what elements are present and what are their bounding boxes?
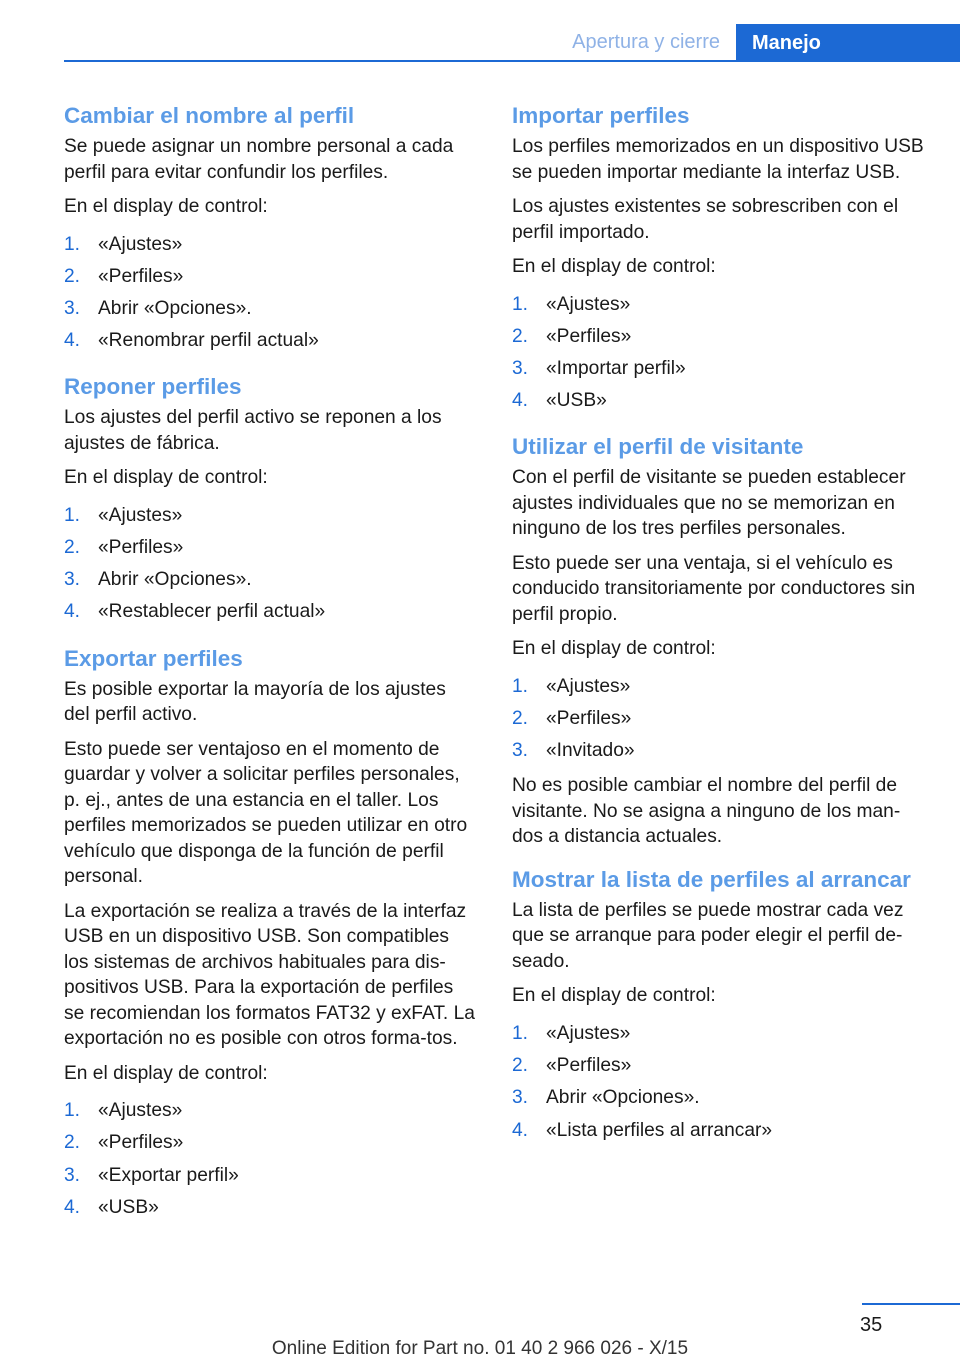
step-number: 3. — [512, 1087, 529, 1109]
step-text: «USB» — [546, 390, 607, 412]
steps-list — [512, 671, 924, 768]
step-item — [512, 703, 924, 735]
step-item — [512, 321, 924, 353]
step-number: 2. — [512, 325, 529, 347]
step-text: «Perfiles» — [546, 708, 632, 730]
step-item — [512, 1115, 924, 1147]
step-text: «Ajustes» — [98, 504, 183, 526]
step-item — [512, 385, 924, 417]
section — [64, 643, 476, 1224]
paragraph: La exportación se realiza a través de la interfaz USB en un dispositivo USB. Son compatibles los sistemas de archivos habituales para dis‐positivos USB. Para la exportación de perfiles se recomiendan los formatos FAT32 y exFAT. La exportación no es posible con otros forma‐tos. — [64, 900, 475, 1050]
step-text: «Invitado» — [546, 740, 635, 762]
step-text: «Importar perfil» — [546, 357, 686, 379]
right-column — [512, 100, 924, 1161]
section-title: Cambiar el nombre al perfil — [64, 103, 355, 128]
paragraph: Los ajustes existentes se sobrescriben con el perfil importado. — [512, 196, 899, 243]
step-item — [64, 1160, 476, 1192]
step-text: «Lista perfiles al arrancar» — [546, 1119, 773, 1141]
footer-rule — [862, 1303, 960, 1305]
step-number: 1. — [512, 1022, 529, 1044]
section-title: Utilizar el perfil de visitante — [512, 434, 804, 460]
step-text: Abrir «Opciones». — [98, 297, 252, 319]
step-text: «Ajustes» — [546, 675, 631, 697]
paragraph: En el display de control: — [64, 467, 268, 489]
step-item — [64, 564, 476, 596]
step-text: «USB» — [98, 1196, 159, 1218]
steps-list — [64, 229, 476, 358]
edition-footer: Online Edition for Part no. 01 40 2 966 026 - X/15 — [271, 1338, 689, 1359]
step-number: 1. — [64, 504, 81, 526]
step-text: «Perfiles» — [546, 1055, 632, 1077]
step-item — [512, 1050, 924, 1082]
step-number: 2. — [64, 537, 81, 559]
step-number: 4. — [64, 330, 81, 352]
step-number: 4. — [64, 1196, 81, 1218]
page-number: 35 — [860, 1314, 883, 1336]
step-text: Abrir «Opciones». — [546, 1087, 700, 1109]
paragraph: Esto puede ser una ventaja, si el vehículo es conducido transitoriamente por conductores sin perfil propio. — [512, 552, 916, 625]
step-text: «Ajustes» — [98, 1100, 183, 1122]
step-item — [64, 1127, 476, 1159]
step-text: «Exportar perfil» — [98, 1164, 239, 1186]
paragraph: Se puede asignar un nombre personal a cada perfil para evitar confundir los perfiles. — [64, 136, 454, 183]
step-number: 1. — [512, 675, 529, 697]
step-number: 2. — [512, 1055, 529, 1077]
step-item — [64, 261, 476, 293]
step-item — [512, 735, 924, 767]
step-text: «Ajustes» — [546, 1022, 631, 1044]
step-number: 3. — [512, 740, 529, 762]
step-number: 3. — [64, 569, 81, 591]
page-header — [0, 0, 960, 62]
step-item — [512, 1082, 924, 1114]
step-item — [64, 325, 476, 357]
step-item — [64, 1095, 476, 1127]
step-text: «Ajustes» — [546, 293, 631, 315]
step-item — [512, 671, 924, 703]
step-number: 1. — [512, 293, 529, 315]
paragraph: Los perfiles memorizados en un dispositivo USB se pueden importar mediante la interfaz USB. — [512, 136, 924, 183]
section-title: Mostrar la lista de perfiles al arrancar — [512, 866, 911, 892]
steps-list — [512, 289, 924, 418]
paragraph: En el display de control: — [512, 985, 716, 1007]
left-column — [64, 100, 476, 1238]
step-text: «Perfiles» — [98, 265, 184, 287]
paragraph: En el display de control: — [64, 196, 268, 217]
section-title: Reponer perfiles — [64, 374, 242, 400]
paragraph: En el display de control: — [512, 256, 716, 277]
step-item — [512, 289, 924, 321]
paragraph: Es posible exportar la mayoría de los ajustes del perfil activo. — [64, 678, 446, 726]
section — [64, 100, 476, 357]
tab-manejo[interactable]: Manejo — [736, 24, 960, 62]
steps-list — [64, 500, 476, 629]
paragraph: La lista de perfiles se puede mostrar cada vez que se arranque para poder elegir el perfil de‐seado. — [512, 899, 904, 972]
step-item — [64, 293, 476, 325]
section — [512, 100, 924, 417]
tab-apertura-y-cierre[interactable]: Apertura y cierre — [572, 31, 720, 53]
step-item — [64, 532, 476, 564]
step-number: 2. — [512, 708, 529, 730]
step-number: 4. — [512, 1119, 529, 1141]
step-text: Abrir «Opciones». — [98, 569, 252, 591]
section — [512, 431, 924, 850]
paragraph: Con el perfil de visitante se pueden establecer ajustes individuales que no se memorizan en ninguno de los tres perfiles personales. — [512, 467, 906, 540]
step-text: «Perfiles» — [546, 325, 632, 347]
paragraph: Los ajustes del perfil activo se reponen a los ajustes de fábrica. — [64, 407, 442, 454]
step-item — [512, 1018, 924, 1050]
step-text: «Perfiles» — [98, 1132, 184, 1154]
steps-list — [64, 1095, 476, 1224]
step-number: 2. — [64, 265, 81, 287]
step-number: 4. — [64, 601, 81, 623]
step-item — [64, 1192, 476, 1224]
paragraph: No es posible cambiar el nombre del perfil de visitante. No se asigna a ninguno de los man‐dos a distancia actuales. — [512, 775, 901, 848]
header-rule — [64, 60, 960, 62]
step-item — [64, 500, 476, 532]
step-text: «Ajustes» — [98, 233, 183, 255]
section — [512, 864, 924, 1147]
step-number: 3. — [64, 1164, 81, 1186]
step-text: «Renombrar perfil actual» — [98, 330, 319, 352]
step-number: 1. — [64, 233, 81, 255]
step-item — [64, 229, 476, 261]
step-number: 4. — [512, 390, 529, 412]
step-number: 3. — [64, 297, 81, 319]
paragraph: En el display de control: — [512, 638, 716, 660]
step-text: «Perfiles» — [98, 537, 184, 559]
paragraph: En el display de control: — [64, 1062, 268, 1084]
step-number: 3. — [512, 357, 529, 379]
step-item — [64, 596, 476, 628]
step-number: 1. — [64, 1100, 81, 1122]
step-number: 2. — [64, 1132, 81, 1154]
step-text: «Restablecer perfil actual» — [98, 601, 326, 623]
section-title: Exportar perfiles — [64, 645, 243, 671]
step-item — [512, 353, 924, 385]
section — [64, 371, 476, 628]
section-title: Importar perfiles — [512, 103, 690, 128]
steps-list — [512, 1018, 924, 1147]
paragraph: Esto puede ser ventajoso en el momento de guardar y volver a solicitar perfiles personales, p. ej., antes de una estancia en el taller. Los perfiles memorizados se pueden utilizar en otro vehículo que disponga de la función de perfil personal. — [64, 738, 468, 888]
